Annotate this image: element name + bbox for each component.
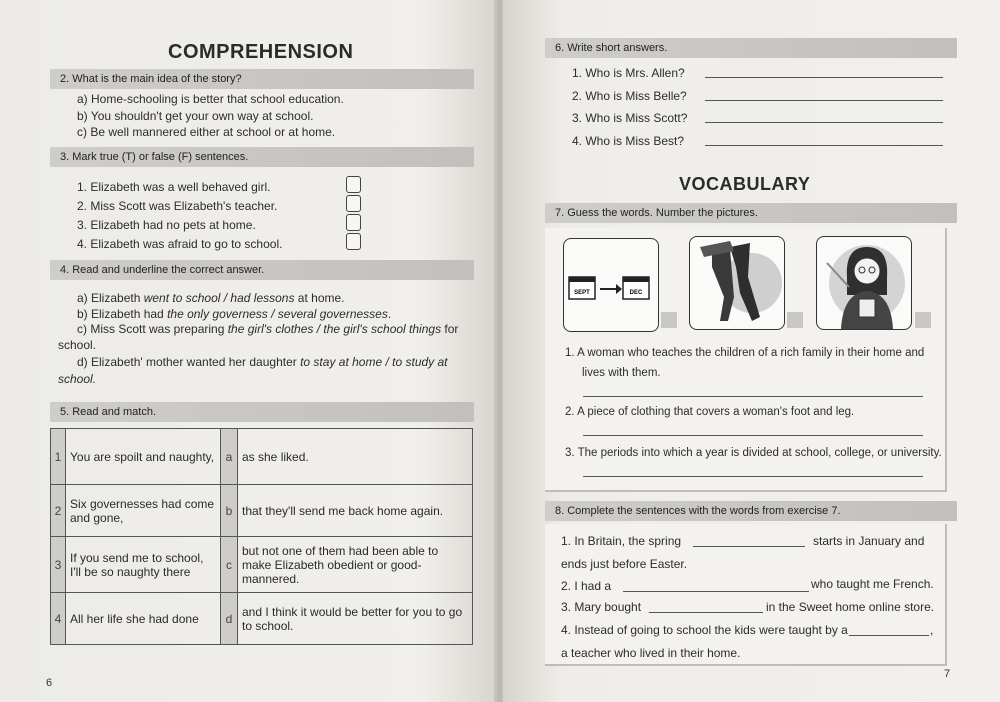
q8-blank-4[interactable] [849, 635, 929, 636]
true-false-checkbox-3[interactable] [346, 214, 361, 231]
match-right-text: but not one of them had been able to make Elizabeth obedient or good-mannered. [238, 537, 473, 593]
q6-heading: 6. Write short answers. [545, 38, 957, 58]
q4-heading: 4. Read and underline the correct answer. [50, 260, 474, 280]
q7-definition-1: 1. A woman who teaches the children of a rich family in their home and [565, 347, 925, 359]
q8-sentence-3a: 3. Mary bought [561, 600, 642, 614]
true-false-checkbox-1[interactable] [346, 176, 361, 193]
q3-item-1: 1. Elizabeth was a well behaved girl. [77, 180, 271, 194]
q7-definition-2: 2. A piece of clothing that covers a woman's foot and leg. [565, 406, 855, 418]
q8-sentence-4b: , [930, 623, 934, 637]
q4-sentence-b: b) Elizabeth had the only governess / several governesses. [77, 307, 392, 321]
match-left-text: All her life she had done [66, 593, 221, 645]
q7-answer-line-1[interactable] [583, 396, 923, 397]
left-page [0, 0, 497, 702]
match-right-text: that they'll send me back home again. [238, 485, 473, 537]
q7-heading: 7. Guess the words. Number the pictures. [545, 203, 957, 223]
answer-line-3[interactable] [705, 122, 943, 123]
match-table [50, 428, 473, 645]
q4-sentence-c: c) Miss Scott was preparing the girl's clothes / the girl's school things for [77, 322, 459, 336]
calendar-icon [564, 239, 658, 331]
comprehension-title: COMPREHENSION [168, 41, 354, 63]
q8-sentence-4a: 4. Instead of going to school the kids were taught by a [561, 623, 848, 637]
q8-sentence-2a: 2. I had a [561, 579, 612, 593]
governess-icon [817, 237, 911, 329]
calendar-term-picture [563, 238, 659, 332]
match-row [51, 537, 473, 593]
dec-label: DEC [629, 290, 643, 296]
q6-item-2: 2. Who is Miss Belle? [572, 89, 687, 103]
match-row [51, 593, 473, 645]
match-number: 1 [51, 429, 66, 485]
q7-answer-line-3[interactable] [583, 476, 923, 477]
match-left-text: If you send me to school, I'll be so naughty there [66, 537, 221, 593]
q8-sentence-1b: starts in January and [813, 534, 925, 548]
q8-blank-1[interactable] [693, 546, 805, 547]
q7-definition-1-cont: lives with them. [582, 367, 661, 379]
q6-item-1: 1. Who is Mrs. Allen? [572, 66, 685, 80]
q8-blank-3[interactable] [649, 612, 763, 613]
page-number-right: 7 [944, 668, 951, 680]
stockings-picture [689, 236, 785, 330]
q2-option-a: a) Home-schooling is better that school education. [77, 92, 344, 106]
q4-sentence-a: a) Elizabeth went to school / had lessons at home. [77, 291, 345, 305]
q2-option-c: c) Be well mannered either at school or at home. [77, 125, 336, 139]
q7-answer-line-2[interactable] [583, 435, 923, 436]
q6-item-3: 3. Who is Miss Scott? [572, 111, 688, 125]
vocabulary-title: VOCABULARY [679, 174, 811, 194]
q3-item-3: 3. Elizabeth had no pets at home. [77, 218, 256, 232]
answer-line-4[interactable] [705, 145, 943, 146]
q8-sentence-4c: a teacher who lived in their home. [561, 646, 741, 660]
q4-sentence-c-cont: school. [58, 338, 97, 352]
picture-number-box-1[interactable] [661, 312, 677, 328]
match-letter: b [221, 485, 238, 537]
q8-sentence-2b: who taught me French. [811, 577, 934, 591]
q4-sentence-d: d) Elizabeth' mother wanted her daughter to stay at home / to study at [77, 355, 448, 369]
q2-heading: 2. What is the main idea of the story? [50, 69, 474, 89]
answer-line-1[interactable] [705, 77, 943, 78]
match-right-text: and I think it would be better for you to go to school. [238, 593, 473, 645]
page-number-left: 6 [46, 677, 53, 689]
match-letter: c [221, 537, 238, 593]
match-row [51, 485, 473, 537]
match-letter: a [221, 429, 238, 485]
q8-blank-2[interactable] [623, 591, 809, 592]
picture-number-box-3[interactable] [915, 312, 931, 328]
q8-sentence-1a: 1. In Britain, the spring [561, 534, 682, 548]
q8-sentence-3b: in the Sweet home online store. [766, 600, 935, 614]
match-number: 4 [51, 593, 66, 645]
q4-sentence-d-cont: school. [58, 372, 97, 386]
match-row [51, 429, 473, 485]
q5-heading: 5. Read and match. [50, 402, 474, 422]
true-false-checkbox-4[interactable] [346, 233, 361, 250]
match-letter: d [221, 593, 238, 645]
q3-heading: 3. Mark true (T) or false (F) sentences. [50, 147, 474, 167]
q7-definition-3: 3. The periods into which a year is divided at school, college, or university. [565, 447, 942, 459]
q3-item-4: 4. Elizabeth was afraid to go to school. [77, 237, 283, 251]
match-left-text: Six governesses had come and gone, [66, 485, 221, 537]
match-left-text: You are spoilt and naughty, [66, 429, 221, 485]
true-false-checkbox-2[interactable] [346, 195, 361, 212]
answer-line-2[interactable] [705, 100, 943, 101]
sept-label: SEPT [574, 290, 590, 296]
right-page [503, 0, 1000, 702]
q3-item-2: 2. Miss Scott was Elizabeth's teacher. [77, 199, 278, 213]
match-number: 3 [51, 537, 66, 593]
q6-item-4: 4. Who is Miss Best? [572, 134, 685, 148]
match-right-text: as she liked. [238, 429, 473, 485]
q2-option-b: b) You shouldn't get your own way at school. [77, 109, 314, 123]
picture-number-box-2[interactable] [787, 312, 803, 328]
match-number: 2 [51, 485, 66, 537]
governess-picture [816, 236, 912, 330]
q8-sentence-1c: ends just before Easter. [561, 557, 688, 571]
q8-heading: 8. Complete the sentences with the words from exercise 7. [545, 501, 957, 521]
stockings-icon [690, 237, 784, 329]
